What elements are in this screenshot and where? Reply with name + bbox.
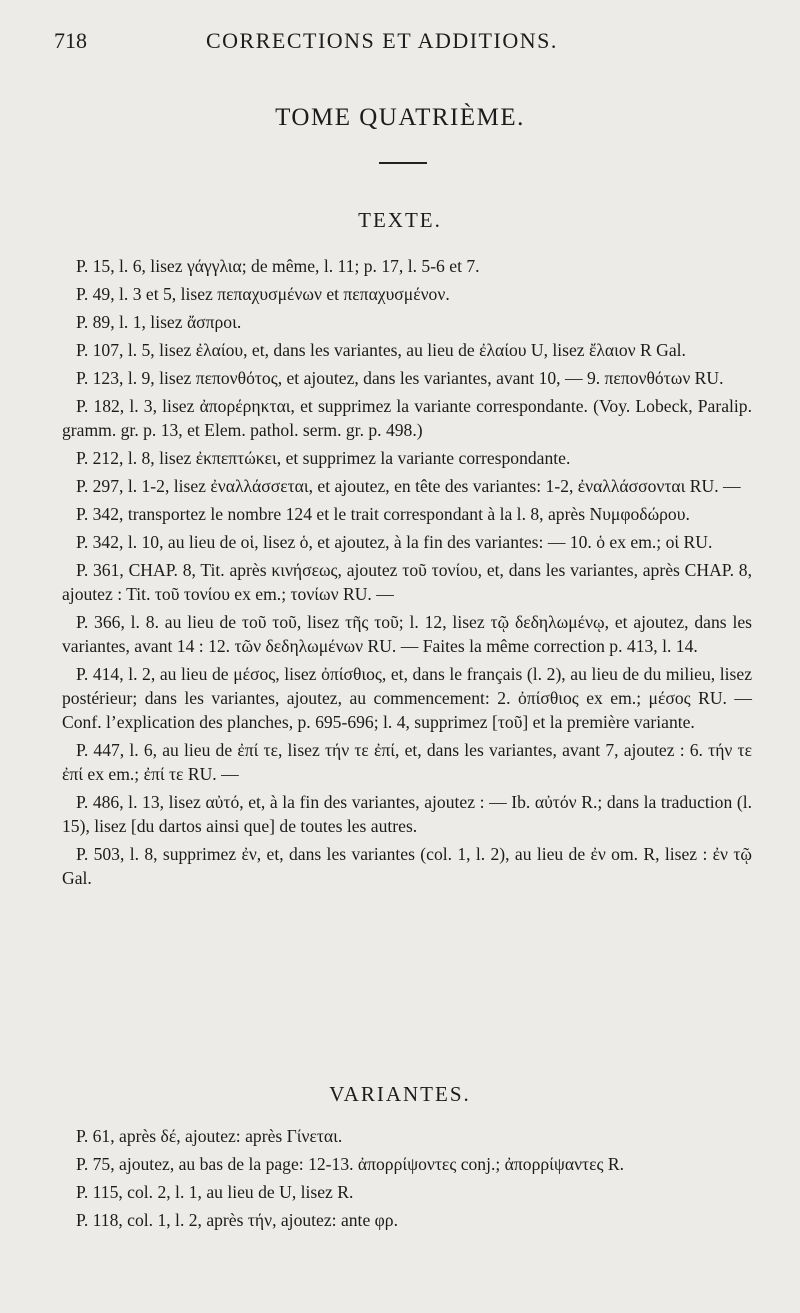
page-header xyxy=(54,28,614,62)
list-item: P. 212, l. 8, lisez ἐκπεπτώκει, et supprimez la variante correspondante. xyxy=(76,448,571,468)
section-rule xyxy=(379,162,427,164)
texte-heading: TEXTE. xyxy=(358,208,442,232)
list-item: P. 414, l. 2, au lieu de μέσος, lisez ὀπίσθιος, et, dans le français (l. 2), au lieu de du milieu, lisez postérieur; dans les variantes, ajoutez, au commencement: 2. ὀπίσθιος ex em.; μέσος RU. — Conf. l’explication des planches, p. 695-696; l. 4, supprimez [τοῦ] et la première variante. xyxy=(62,664,752,732)
list-item: P. 361, CHAP. 8, Tit. après κινήσεως, ajoutez τοῦ τονίου, et, dans les variantes, après CHAP. 8, ajoutez : Tit. τοῦ τονίου ex em.; τονίων RU. — xyxy=(62,560,752,604)
list-item: P. 123, l. 9, lisez πεπονθότος, et ajoutez, dans les variantes, avant 10, — 9. πεπονθότων RU. xyxy=(76,368,724,388)
list-item: P. 15, l. 6, lisez γάγγλια; de même, l. 11; p. 17, l. 5-6 et 7. xyxy=(76,256,480,276)
list-item: P. 49, l. 3 et 5, lisez πεπαχυσμένων et πεπαχυσμένον. xyxy=(76,284,450,304)
list-item: P. 447, l. 6, au lieu de ἐπί τε, lisez τήν τε ἐπί, et, dans les variantes, avant 7, ajoutez : 6. τήν τε ἐπί ex em.; ἐπί τε RU. — xyxy=(62,740,752,784)
tome-title: TOME QUATRIÈME. xyxy=(275,104,525,131)
list-item: P. 89, l. 1, lisez ἄσπροι. xyxy=(76,312,242,332)
list-item: P. 366, l. 8. au lieu de τοῦ τοῦ, lisez τῆς τοῦ; l. 12, lisez τῷ δεδηλωμένῳ, et ajoutez, dans les variantes, avant 14 : 12. τῶν δεδηλωμένων RU. — Faites la même correction p. 413, l. 14. xyxy=(62,612,752,656)
list-item: P. 182, l. 3, lisez ἀπορέρηκται, et supprimez la variante correspondante. (Voy. Lobeck, Paralip. gramm. gr. p. 13, et Elem. pathol. serm. gr. p. 498.) xyxy=(62,396,752,440)
list-item: P. 486, l. 13, lisez αὐτό, et, à la fin des variantes, ajoutez : — Ib. αὐτόν R.; dans la traduction (l. 15), lisez [du dartos ainsi que] de toutes les autres. xyxy=(62,792,752,836)
list-item: P. 115, col. 2, l. 1, au lieu de U, lisez R. xyxy=(76,1182,354,1202)
page-number: 718 xyxy=(54,28,87,53)
list-item: P. 75, ajoutez, au bas de la page: 12-13. ἀπορρίψοντες conj.; ἀπορρίψαντες R. xyxy=(76,1154,624,1174)
list-item: P. 297, l. 1-2, lisez ἐναλλάσσεται, et ajoutez, en tête des variantes: 1-2, ἐναλλάσσονται RU. — xyxy=(76,476,741,496)
running-title: CORRECTIONS ET ADDITIONS. xyxy=(206,28,558,53)
variantes-heading: VARIANTES. xyxy=(329,1082,471,1106)
list-item: P. 61, après δέ, ajoutez: après Γίνεται. xyxy=(76,1126,343,1146)
list-item: P. 342, l. 10, au lieu de οἱ, lisez ὁ, et ajoutez, à la fin des variantes: — 10. ὁ ex em.; οἱ RU. xyxy=(76,532,713,552)
texte-entries xyxy=(62,254,752,894)
list-item: P. 118, col. 1, l. 2, après τήν, ajoutez: ante φρ. xyxy=(76,1210,398,1230)
list-item: P. 503, l. 8, supprimez ἐν, et, dans les variantes (col. 1, l. 2), au lieu de ἐν om. R, lisez : ἐν τῷ Gal. xyxy=(62,844,752,888)
list-item: P. 107, l. 5, lisez ἐλαίου, et, dans les variantes, au lieu de ἐλαίου U, lisez ἔλαιον R Gal. xyxy=(76,340,686,360)
list-item: P. 342, transportez le nombre 124 et le trait correspondant à la l. 8, après Νυμφοδώρου. xyxy=(76,504,690,524)
variantes-entries xyxy=(62,1124,752,1236)
